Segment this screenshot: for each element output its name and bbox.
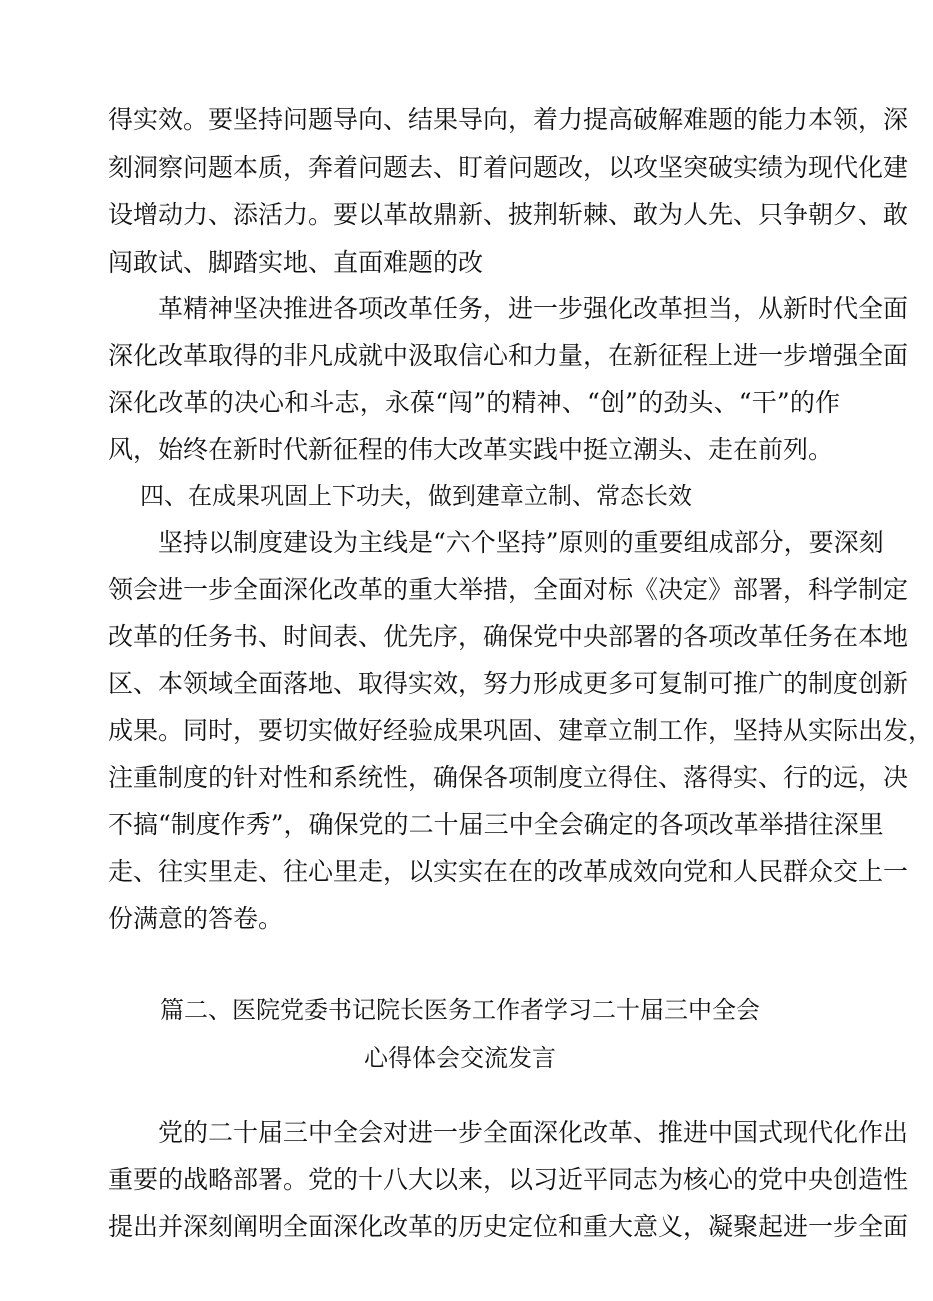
section-heading: 四、在成果巩固上下功夫，做到建章立制、常态长效 (140, 482, 692, 510)
paragraph-line: 成果。同时，要切实做好经验成果巩固、建章立制工作，坚持从实际出发， (108, 716, 933, 745)
paragraph-line: 份满意的答卷。 (108, 904, 284, 933)
paragraph-line: 提出并深刻阐明全面深化改革的历史定位和重大意义，凝聚起进一步全面 (108, 1212, 909, 1241)
paragraph-line: 注重制度的针对性和系统性，确保各项制度立得住、落得实、行的远，决 (108, 763, 909, 792)
paragraph-line: 深化改革取得的非凡成就中汲取信心和力量，在新征程上进一步增强全面 (108, 341, 909, 370)
paragraph-line: 重要的战略部署。党的十八大以来，以习近平同志为核心的党中央创造性 (108, 1165, 909, 1194)
paragraph-line: 走、往实里走、往心里走，以实实在在的改革成效向党和人民群众交上一 (108, 857, 909, 886)
article-title-line: 心得体会交流发言 (364, 1044, 556, 1072)
paragraph-line: 区、本领域全面落地、取得实效，努力形成更多可复制可推广的制度创新 (108, 669, 909, 698)
paragraph-line: 闯敢试、脚踏实地、直面难题的改 (108, 248, 484, 277)
paragraph-line: 深化改革的决心和斗志，永葆“闯”的精神、“创”的劲头、“干”的作 (108, 388, 840, 417)
article-title-line: 篇二、医院党委书记院长医务工作者学习二十届三中全会 (160, 996, 760, 1024)
paragraph-line: 不搞“制度作秀”，确保党的二十届三中全会确定的各项改革举措往深里 (108, 810, 884, 839)
paragraph-line: 得实效。要坚持问题导向、结果导向，着力提高破解难题的能力本领，深 (108, 105, 909, 134)
paragraph-line: 领会进一步全面深化改革的重大举措，全面对标《决定》部署，科学制定 (108, 575, 909, 604)
paragraph-line: 党的二十届三中全会对进一步全面深化改革、推进中国式现代化作出 (158, 1118, 909, 1147)
paragraph-line: 革精神坚决推进各项改革任务，进一步强化改革担当，从新时代全面 (158, 294, 909, 323)
paragraph-line: 改革的任务书、时间表、优先序，确保党中央部署的各项改革任务在本地 (108, 622, 909, 651)
paragraph-line: 坚持以制度建设为主线是“六个坚持”原则的重要组成部分，要深刻 (158, 528, 884, 557)
paragraph-line: 风，始终在新时代新征程的伟大改革实践中挺立潮头、走在前列。 (108, 435, 834, 464)
paragraph-line: 刻洞察问题本质，奔着问题去、盯着问题改，以攻坚突破实绩为现代化建 (108, 153, 909, 182)
paragraph-line: 设增动力、添活力。要以革故鼎新、披荆斩棘、敢为人先、只争朝夕、敢 (108, 200, 909, 229)
